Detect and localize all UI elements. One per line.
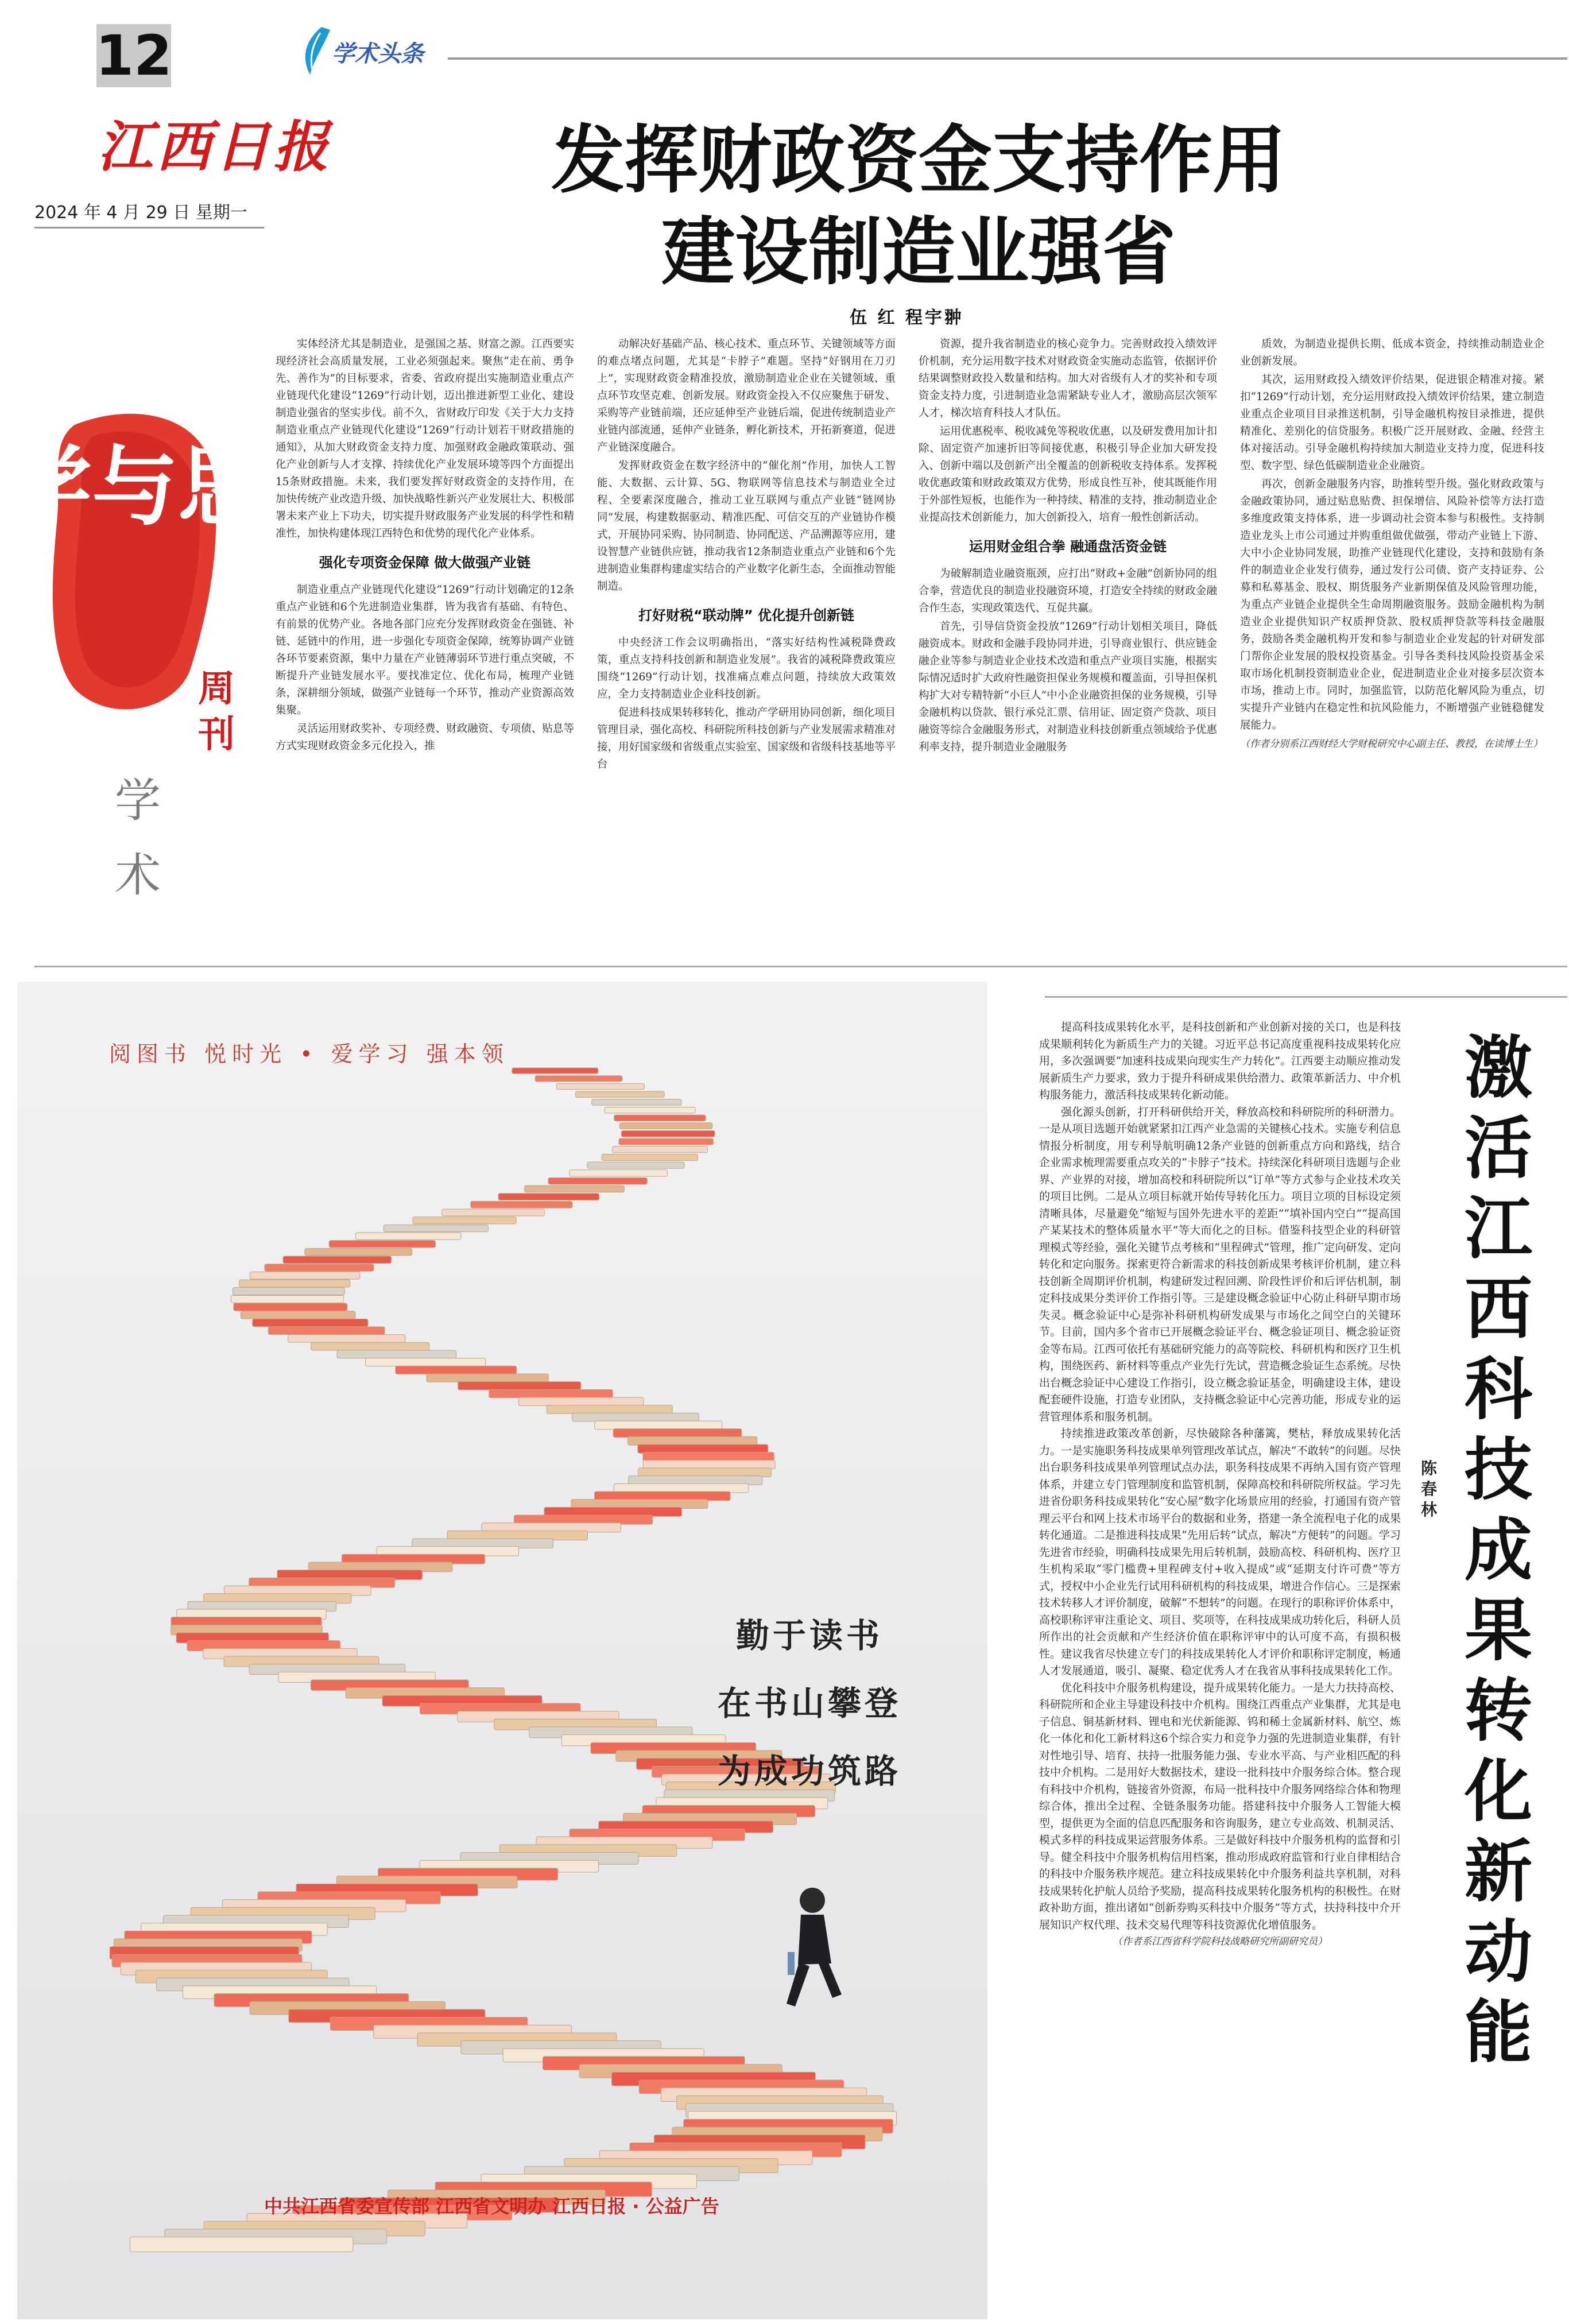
- book-step: [239, 1280, 350, 1287]
- poster-footer: 中共江西省委宣传部 江西省文明办 江西日报 · 公益广告: [264, 2195, 719, 2217]
- headline-line-1: 发挥财政资金支持作用: [551, 118, 1286, 203]
- book-step: [572, 1413, 699, 1421]
- book-step: [355, 1233, 461, 1240]
- paragraph: 促进科技成果转移转化，推动产学研用协同创新，细化项目管理目录，强化高校、科研院所科技创新与产业发展需求精准对接，用好国家级和省级重点实验室、国家级和省级科技基地等平台: [597, 707, 896, 770]
- paragraph: 质效，为制造业提供长期、低成本资金，持续推动制造业企业创新发展。: [1240, 338, 1544, 367]
- paragraph: 制造业重点产业链现代化建设“1269”行动计划确定的12条重点产业链和6个先进制造业集群，皆为我省有基础、有特色、有前景的优势产业。各地各部门应充分发挥财政资金在强链、补链、延链中的作用，进一步强化专项资金保障，统筹协调产业链各环节要素资源，集中力量在产业链薄弱环节进行重点突破，不断提升产业链发展水平。要找准定位、优化布局，梳理产业链条，深耕细分领域，做强产业链每一个环节，推动产业资源高效集聚。: [276, 584, 574, 716]
- book-step: [621, 1130, 715, 1137]
- book-step: [548, 1178, 647, 1184]
- paragraph: 灵活运用财政奖补、专项经费、财政融资、专项债、贴息等方式实现财政资金多元化投入，推: [276, 723, 574, 752]
- book-step: [231, 1295, 343, 1303]
- book-step: [253, 1319, 368, 1326]
- subheading: 打好财税“联动牌” 优化提升创新链: [638, 607, 854, 623]
- article2-headline: 激活江西科技成果转化新动能: [1464, 1028, 1532, 2072]
- paragraph: 实体经济尤其是制造业，是强国之基、财富之源。江西要实现经济社会高质量发展，工业必须强起来。聚焦“走在前、勇争先、善作为”的目标要求，省委、省政府提出实施制造业重点产业链现代化建设“1269”行动计划，迈出推进新型工业化、建设制造业强省的坚实步伐。前不久，省财政厅印发《关于大力支持制造业重点产业链现代化建设“1269”行动计划若干财政措施的通知》，从加大财政资金支持力度、加强财政金融政策联动、强化产业创新与人才支撑、持续优化产业发展环境等四个方面提出15条财政措施。未来，我们要发挥好财政资金的支持作用，在加快传统产业改造升级、加快战略性新兴产业发展壮大、积极部署未来产业上下功夫，切实提升财政服务产业发展的科学性和精准性，加快构建体现江西特色和优势的现代化产业体系。: [276, 338, 574, 540]
- book-step: [250, 1272, 360, 1279]
- article2-author: 陈春林: [1421, 1459, 1438, 1519]
- book-step: [130, 2237, 352, 2252]
- book-step: [365, 1358, 485, 1366]
- paragraph: 优化科技中介服务机构建设，提升成果转化能力。一是大力扶持高校、科研院所和企业主导建设科技中介机构。围绕江西重点产业集群，尤其是电子信息、铜基新材料、锂电和光伏新能源、钨和稀土金属新材料、航空、炼化一体化和化工新材料这6个综合实力和竞争力强的先进制造业集群，有针对性地引导、培育、扶持一批服务能力强、专业水平高、与产业相匹配的科技中介机构。二是用好大数据技术，建设一批科技中介服务综合体。整合现有科技中介机构，链接省外资源，布局一批科技中介服务网络综合体和物理综合体，推出全过程、全链条服务功能。搭建科技中介服务人工智能大模型，提供更为全面的信息匹配服务和咨询服务，建立专业高效、机制灵活、模式多样的科技成果运营服务体系。三是做好科技中介服务机构的监督和引导。健全科技中介服务机构信用档案，推动形成政府监管和行业自律相结合的科技中介服务秩序规范。建立科技成果转化中介服务利益共享机制，对科技成果转化护航人员给予奖励，提高科技成果转化服务机构的积极性。在财政补助方面，推出诸如“创新券购买科技中介服务”等方式，扶持科技中介开展知识产权代理、技术交易代理等科技资源优化增值服务。: [1039, 1681, 1401, 1931]
- book-step: [556, 1083, 644, 1089]
- category-label: 学术: [115, 774, 161, 902]
- paragraph: 发挥财政资金在数字经济中的“催化剂”作用，加快人工智能、大数据、云计算、5G、物联网等信息技术与制造业全过程、全要素深度融合，推动工业互联网与重点产业链“链网协同”发展，构建数据驱动、精准匹配、可信交互的产业链协作模式，开展协同采购、协同制造、协同配送、产品溯源等应用，建设智慧产业链供应链，推动我省12条制造业重点产业链和6个先进制造业集群构建虚实结合的产业数字化新生态，全面推动智能制造。: [597, 460, 896, 592]
- paragraph: 中央经济工作会议明确指出，“落实好结构性减税降费政策，重点支持科技创新和制造业发展”。我省的减税降费政策应围绕“1269”行动计划，找准痛点难点问题，持续放大政策效应，全力支持制造业企业科技创新。: [597, 637, 896, 700]
- date-rule: [34, 227, 264, 228]
- book-step: [587, 1162, 684, 1168]
- book-step: [442, 1209, 545, 1216]
- book-step: [234, 1303, 347, 1311]
- book-step: [427, 1374, 548, 1382]
- paragraph: 首先，引导信贷资金投放“1269”行动计划相关项目，降低融资成本。财政和金融手段协同并进，引导商业银行、供应链金融企业等参与制造业企业技术改造和重点产业项目实施，根据实际情况适时扩大政府性融资担保业务规模和覆盖面，引导担保机构扩大对专精特新“小巨人”中小企业融资担保的业务规模，引导金融机构以贷款、银行承兑汇票、信用证、固定资产贷款、项目融资等综合金融服务形式，对制造业科技创新重点领域给予优惠利率支持，提升制造业金融服务: [919, 621, 1217, 753]
- book-step: [329, 1241, 435, 1248]
- author-credit: （作者系江西省科学院科技战略研究所副研究员）: [1113, 1936, 1327, 1947]
- book-step: [643, 1460, 775, 1469]
- book-step: [547, 1405, 672, 1414]
- book-step: [612, 1146, 707, 1153]
- book-step: [498, 1194, 599, 1200]
- section-logo: [299, 24, 431, 82]
- book-step: [512, 1068, 598, 1074]
- weekly-title: 学与思: [5, 436, 265, 537]
- subheading: 强化专项资金保障 做大做强产业链: [319, 555, 531, 571]
- book-step: [595, 1421, 722, 1430]
- book-step: [288, 1335, 405, 1343]
- book-step: [241, 1311, 355, 1319]
- book-step: [337, 1350, 456, 1358]
- slogan-line-2: 在书山攀登: [717, 1684, 901, 1723]
- paragraph: 其次，运用财政投入绩效评价结果，促进银企精准对接。紧扣“1269”行动计划，充分运用财政投入绩效评价结果，建立制造业重点企业项目目录推送机制，引导金融机构按目录推进，提供精准化、差别化的信贷服务。积极广泛开展财政、金融、经营主体对接活动。引导金融机构持续加大制造业支持力度，促进科技型、数字型、绿色低碳制造业企业融资。: [1240, 374, 1544, 472]
- issue-date: 2024 年 4 月 29 日 星期一: [34, 203, 247, 223]
- book-step: [489, 1389, 613, 1397]
- paragraph: 强化源头创新，打开科研供给开关，释放高校和科研院所的科研潜力。一是从项目选题开始就紧紧扣江西产业急需的关键核心技术。实施专利信息情报分析制度，用专利导航明确12条产业链的创新重点方向和路线，结合企业需求梳理需要重点攻关的“卡脖子”技术。持续深化科研项目选题与企业界、产业界的对接，增加高校和科研院所以“订单”等方式参与企业技术攻关的项目比例。二是从立项目标就开始传导转化压力。项目立项的目标设定须清晰具体，尽量避免“缩短与国外先进水平的差距”“填补国内空白”“提高国产某某技术的整体质量水平”等大而化之的目标。借鉴科技型企业的科研管理模式等经验，强化关键节点考核和“里程碑式”管理，推广定向研发、定向转化和定向服务。探索更符合新需求的科技创新成果考核评价机制，建立科技创新全周期评价机制，构建研发过程回溯、阶段性评价和后评估机制，制定科技成果分类评价工作指引等。三是建设概念验证中心防止科研早期市场失灵。概念验证中心是弥补科研机构研发成果与市场化之间空白的关键环节。目前，国内多个省市已开展概念验证平台、概念验证项目、概念验证资金等布局。江西可依托有基础研究能力的高等院校、科研机构和医疗卫生机构，围绕医药、新材料等重点产业先行先试，营造概念验证生态系统。尽快出台概念验证中心建设工作指引，设立概念验证基金，明确建设主体，建设配套硬件设施，打造专业团队，支持概念验证中心完善功能，形成专业的运营管理体系和服务机制。: [1039, 1105, 1401, 1423]
- book-step: [413, 1217, 516, 1224]
- author-credit: （作者分别系江西财经大学财税研究中心副主任、教授，在读博士生）: [1240, 738, 1543, 750]
- book-step: [383, 1225, 488, 1231]
- article-authors: 伍 红 程宇翀: [850, 308, 964, 328]
- book-step: [575, 1091, 664, 1097]
- slogan-line-3: 为成功筑路: [717, 1752, 901, 1791]
- book-step: [265, 1264, 374, 1272]
- article-headline: [517, 115, 1320, 299]
- header-rule: [448, 57, 1567, 60]
- paragraph: 资源，提升我省制造业的核心竞争力。完善财政投入绩效评价机制，充分运用数字技术对财政资金实施动态监管，依据评价结果调整财政投入数量和结构。加大对省级有人才的奖补和专项资金支持力度，引进制造业急需紧缺专业人才，激励高层次领军人才，梯次培育科技人才队伍。: [919, 338, 1217, 419]
- book-step: [396, 1366, 517, 1374]
- book-step: [643, 1452, 774, 1461]
- book-step: [311, 1342, 429, 1350]
- headline-line-2: 建设制造业强省: [661, 210, 1176, 295]
- paragraph: 提高科技成果转化水平，是科技创新和产业创新对接的关口，也是科技成果顺利转化为新质生产力的关键。习近平总书记高度重视科技成果转化应用，多次强调要“加速科技成果向现实生产力转化”。江西要主动顺应推动发展新质生产力要求，致力于提升科研成果供给潜力、政策革新活力、中介机构服务能力，激活科技成果转化新动能。: [1039, 1021, 1401, 1101]
- book-step: [592, 1099, 681, 1105]
- poster-main-slogan: [660, 1602, 959, 1805]
- public-service-poster: [17, 982, 987, 2319]
- book-step: [605, 1107, 695, 1113]
- book-step: [614, 1115, 706, 1121]
- paper-name: 江西日报: [98, 114, 332, 179]
- book-step: [613, 1429, 742, 1438]
- article-column-1: [276, 336, 574, 756]
- book-step: [535, 1076, 622, 1082]
- book-step: [638, 1468, 772, 1477]
- article2-rule: [1045, 996, 1567, 998]
- article-column-4: [1240, 336, 1544, 754]
- book-step: [570, 1170, 668, 1176]
- book-step: [268, 1327, 385, 1335]
- article2-body: [1039, 1019, 1401, 1951]
- book-step: [638, 1444, 768, 1453]
- section-divider: [34, 966, 1567, 967]
- paragraph: 持续推进政策改革创新，尽快破除各种藩篱，樊枯，释放成果转化活力。一是实施职务科技成果单列管理改革试点，解决“不敢转”的问题。尽快出台职务科技成果单列管理试点办法，职务科技成果不再纳入国有资产管理体系，并建立专门管理制度和监管机制，保障高校和科研院所权益。学习先进省份职务科技成果转化“安心屋”数字化场景应用的经验，打通国有资产管理云平台和网上技术市场平台的数据和业务，搭建一条全流程电子化的成果转化通道。二是推进科技成果“先用后转”试点，解决“方便转”的问题。学习先进省市经验，明确科技成果先用后转机制，鼓励高校、科研机构、医疗卫生机构采取“零门槛费+里程碑支付+收入提成”或“延期支付许可费”等方式，授权中小企业先行试用科研机构的科技成果，增进合作信心。三是探索技术转移人才评价制度，破解“不想转”的问题。在现行的职称评价体系中，高校职称评审注重论文、项目、奖项等，在科技成果成功转化后，科研人员所作出的社会贡献和产生经济价值在职称评审中的认可度不高，有损积极性。建议我省尽快建立专门的科技成果转化人才评价和职称评定制度，畅通人才发展通道，吸引、凝聚、稳定优秀人才在我省从事科技成果转化工作。: [1039, 1427, 1401, 1677]
- book-step: [283, 1256, 391, 1264]
- paragraph: 动解决好基础产品、核心技术、重点环节、关键领域等方面的难点堵点问题，尤其是“卡脖子”难题。坚持“好钢用在刀刃上”，实现财政资金精准投放，激励制造业企业在关键领域、重点环节攻坚克难、创新发展。财政资金投入不仅应聚焦于研发、采购等产业链前端，还应延伸至产业链后端，促进传统制造业产业链内部流通，延伸产业链条，孵化新技术，开拓新赛道，促进产业链深度融合。: [597, 338, 896, 454]
- article-column-3: [919, 336, 1217, 757]
- article-column-2: [597, 336, 896, 774]
- book-step: [305, 1248, 412, 1255]
- slogan-line-1: 勤于读书: [735, 1616, 883, 1655]
- feather-icon: [299, 24, 333, 76]
- subheading: 运用财金组合拳 融通盘活资金链: [968, 539, 1167, 555]
- book-step: [524, 1186, 624, 1192]
- book-step: [233, 1288, 344, 1295]
- paragraph: 为破解制造业融资瓶颈，应打出“财政+金融”创新协同的组合拳，营造优良的制造业投融资环境，打造安全持续的财政金融合作生态，实现政策迭代、互促共赢。: [919, 568, 1217, 614]
- book-step: [619, 1123, 712, 1129]
- book-step: [458, 1382, 581, 1390]
- paragraph: 运用优惠税率、税收减免等税收优惠，以及研发费用加计扣除、固定资产加速折旧等间接优惠，积极引导企业加大研发投入、创新中端以及创新产出全覆盖的创新税收支持体系。发挥税收优惠政策和财政政策双方优势，形成良性互补，使其既能作用于外部性短板，也能作为一种持续、精准的支持，推动制造业企业提高技术创新能力，加大创新投入，培育一般性创新活动。: [919, 425, 1217, 524]
- book-step: [471, 1201, 572, 1208]
- page-number: 12: [95, 24, 172, 88]
- paragraph: 再次，创新金融服务内容，助推转型升级。强化财政政策与金融政策协同，通过贴息贴费、担保增信、风险补偿等方法打造多维度政策支持体系，进一步调动社会资本参与积极性。支持制造业龙头上市公司通过并购重组做优做强，带动产业链上下游、大中小企业协同发展，助推产业链现代化建设，支持和鼓励有条件的制造业企业发行债券，通过发行公司债、资产支持证券、公募和私募基金、股权、期货服务产业新期保值及风险管理功能，为重点产业链企业提供全生命周期融资服务。鼓励金融机构为制造业企业提供知识产权质押贷款、股权质押贷款等科技金融服务，鼓励各类金融机构开发和参与制造业企业发起的针对研发部门帮你企业发展的股权投资基金。引导各类科技风险投资基金采取市场化机制投资制造业企业，促进制造业企业对接多层次资本市场，推动上市。同时，加强监管，以防范化解风险为重点，切实提升产业链内在稳定性和抗风险能力，不断增强产业链稳健发展能力。: [1240, 478, 1544, 731]
- poster-top-slogan: 阅图书 悦时光 • 爱学习 强本领: [109, 1041, 509, 1067]
- section-name: 学术头条: [332, 40, 424, 67]
- book-step: [628, 1436, 757, 1445]
- weekly-label: 周刊: [198, 668, 235, 756]
- book-step: [619, 1138, 713, 1145]
- book-step: [602, 1154, 698, 1160]
- book-step: [519, 1397, 644, 1405]
